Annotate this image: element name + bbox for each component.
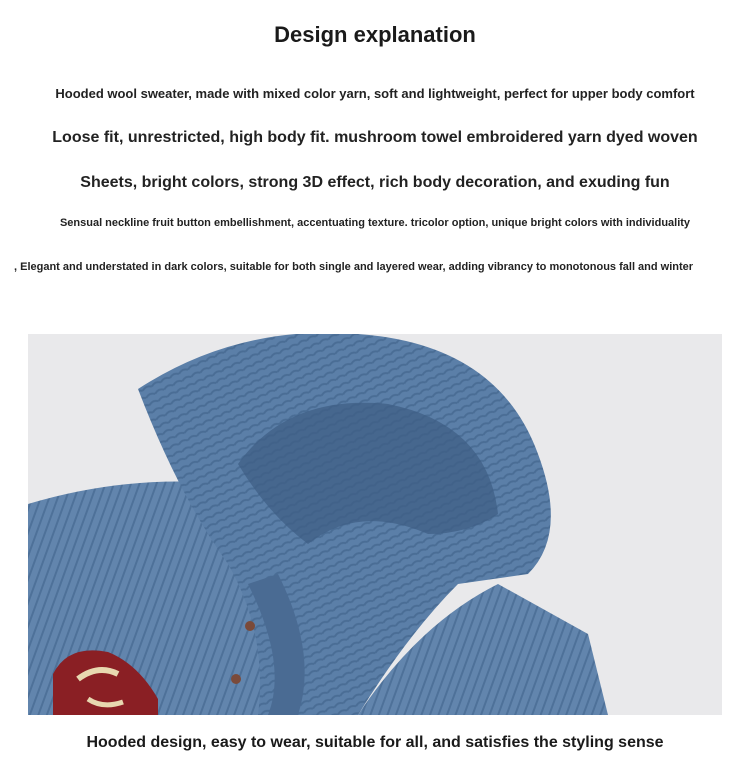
description-line-3: Sheets, bright colors, strong 3D effect, rich body decoration, and exuding fun (80, 174, 670, 191)
description-line-4: Sensual neckline fruit button embellishment, accentuating texture. tricolor option, unique bright colors with individuality (59, 217, 691, 229)
description-line-5: , Elegant and understated in dark colors, suitable for both single and layered wear, adding vibrancy to monotonous fall and winter (14, 261, 694, 273)
product-photo (28, 334, 722, 715)
page-title: Design explanation (274, 22, 476, 47)
description-line-1: Hooded wool sweater, made with mixed color yarn, soft and lightweight, perfect for upper body comfort (55, 86, 695, 101)
description-line-2: Loose fit, unrestricted, high body fit. mushroom towel embroidered yarn dyed woven (52, 129, 698, 146)
sweater-hood-illustration (28, 334, 722, 715)
photo-caption: Hooded design, easy to wear, suitable for all, and satisfies the styling sense (86, 734, 664, 751)
